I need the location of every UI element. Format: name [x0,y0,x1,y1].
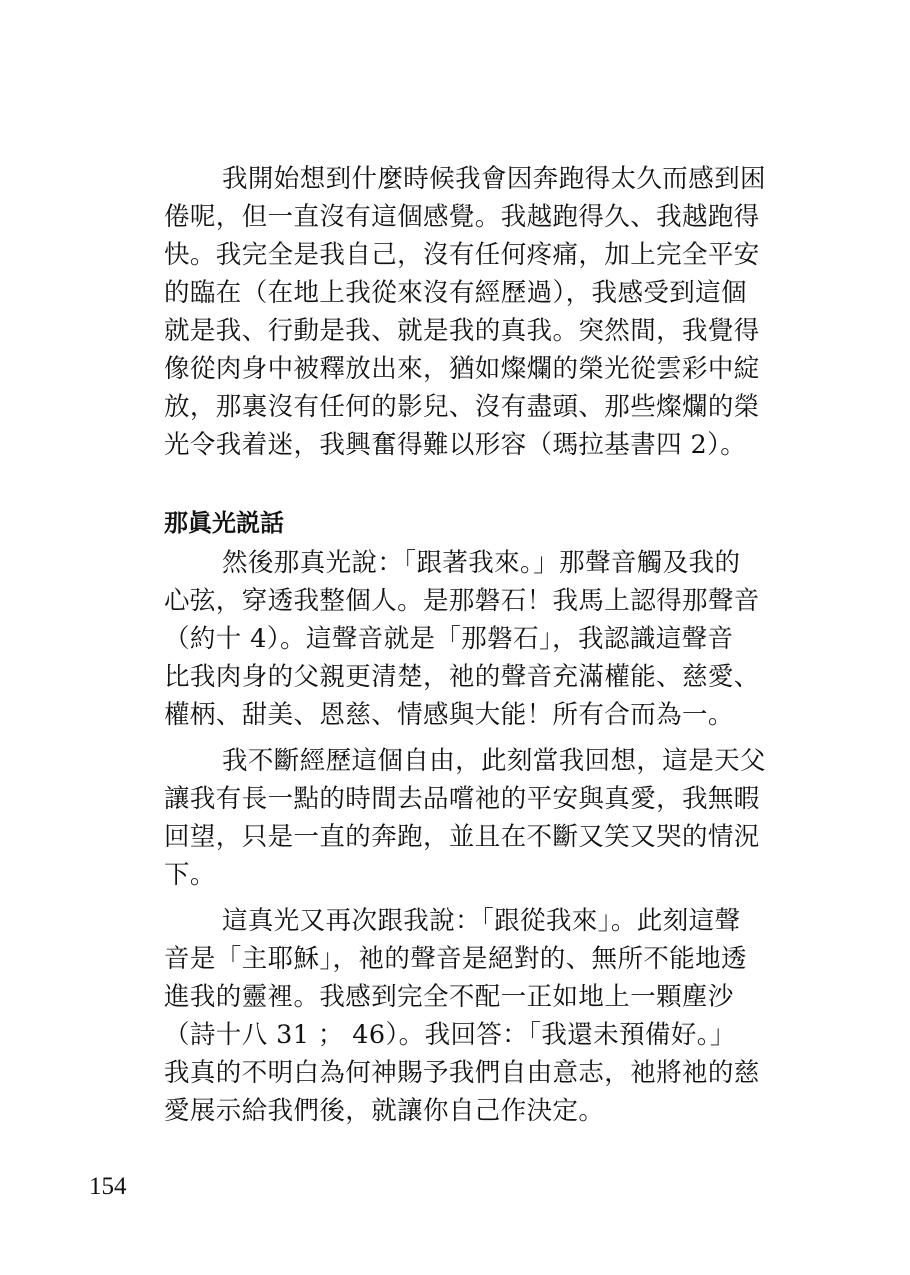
text-line: 倦呢，但一直沒有這個感覺。我越跑得久、我越跑得 [164,202,760,232]
text-line: 音是「主耶穌」，祂的聲音是絕對的、無所不能地透 [164,944,747,974]
paragraph-1 [164,160,766,464]
page-number: 154 [89,1173,127,1200]
opening-text [164,160,766,464]
section-heading: 那眞光説話 [164,509,284,537]
text-line: 像從肉身中被釋放出來，猶如燦爛的榮光從雲彩中綻 [164,354,760,384]
text-line: 我不斷經歷這個自由，此刻當我回想，這是天父 [222,746,766,776]
text-line: 這真光又再次跟我說：「跟從我來」。此刻這聲 [222,906,741,936]
text-line: 進我的靈裡。我感到完全不配一正如地上一顆塵沙 [164,982,734,1012]
text-line: 放，那裏沒有任何的影兒、沒有盡頭、那些燦爛的榮 [164,392,760,422]
text-line: 讓我有長一點的時間去品嚐祂的平安與真愛，我無暇 [164,784,760,814]
text-line: （詩十八 31 ； 46）。我回答：「我還未預備好。」 [164,1020,736,1050]
section-text [164,544,766,1130]
text-line: 然後那真光說：「跟著我來。」那聲音觸及我的 [222,548,741,578]
paragraph-4 [164,902,760,1130]
text-line: 比我肉身的父親更清楚，祂的聲音充滿權能、慈愛、 [164,662,760,692]
text-line: 就是我、行動是我、就是我的真我。突然間，我覺得 [164,316,760,346]
text-line: 的臨在（在地上我從來沒有經歷過），我感受到這個 [164,278,747,308]
text-line: 我真的不明白為何神賜予我們自由意志，祂將祂的慈 [164,1058,760,1088]
text-line: 下。 [164,860,216,890]
text-line: （約十 4）。這聲音就是「那磐石」，我認識這聲音 [164,624,734,654]
paragraph-2 [164,544,760,734]
text-line: 心弦，穿透我整個人。是那磐石！我馬上認得那聲音 [164,586,760,616]
text-line: 我開始想到什麼時候我會因奔跑得太久而感到困 [222,164,766,194]
paragraph-3 [164,742,766,894]
text-line: 光令我着迷，我興奮得難以形容（瑪拉基書四 2）。 [164,430,747,460]
text-line: 權柄、甜美、恩慈、情感與大能！所有合而為一。 [164,700,734,730]
text-line: 快。我完全是我自己，沒有任何疼痛，加上完全平安 [164,240,760,270]
text-line: 回望，只是一直的奔跑，並且在不斷又笑又哭的情況 [164,822,760,852]
text-line: 愛展示給我們後，就讓你自己作決定。 [164,1096,605,1126]
